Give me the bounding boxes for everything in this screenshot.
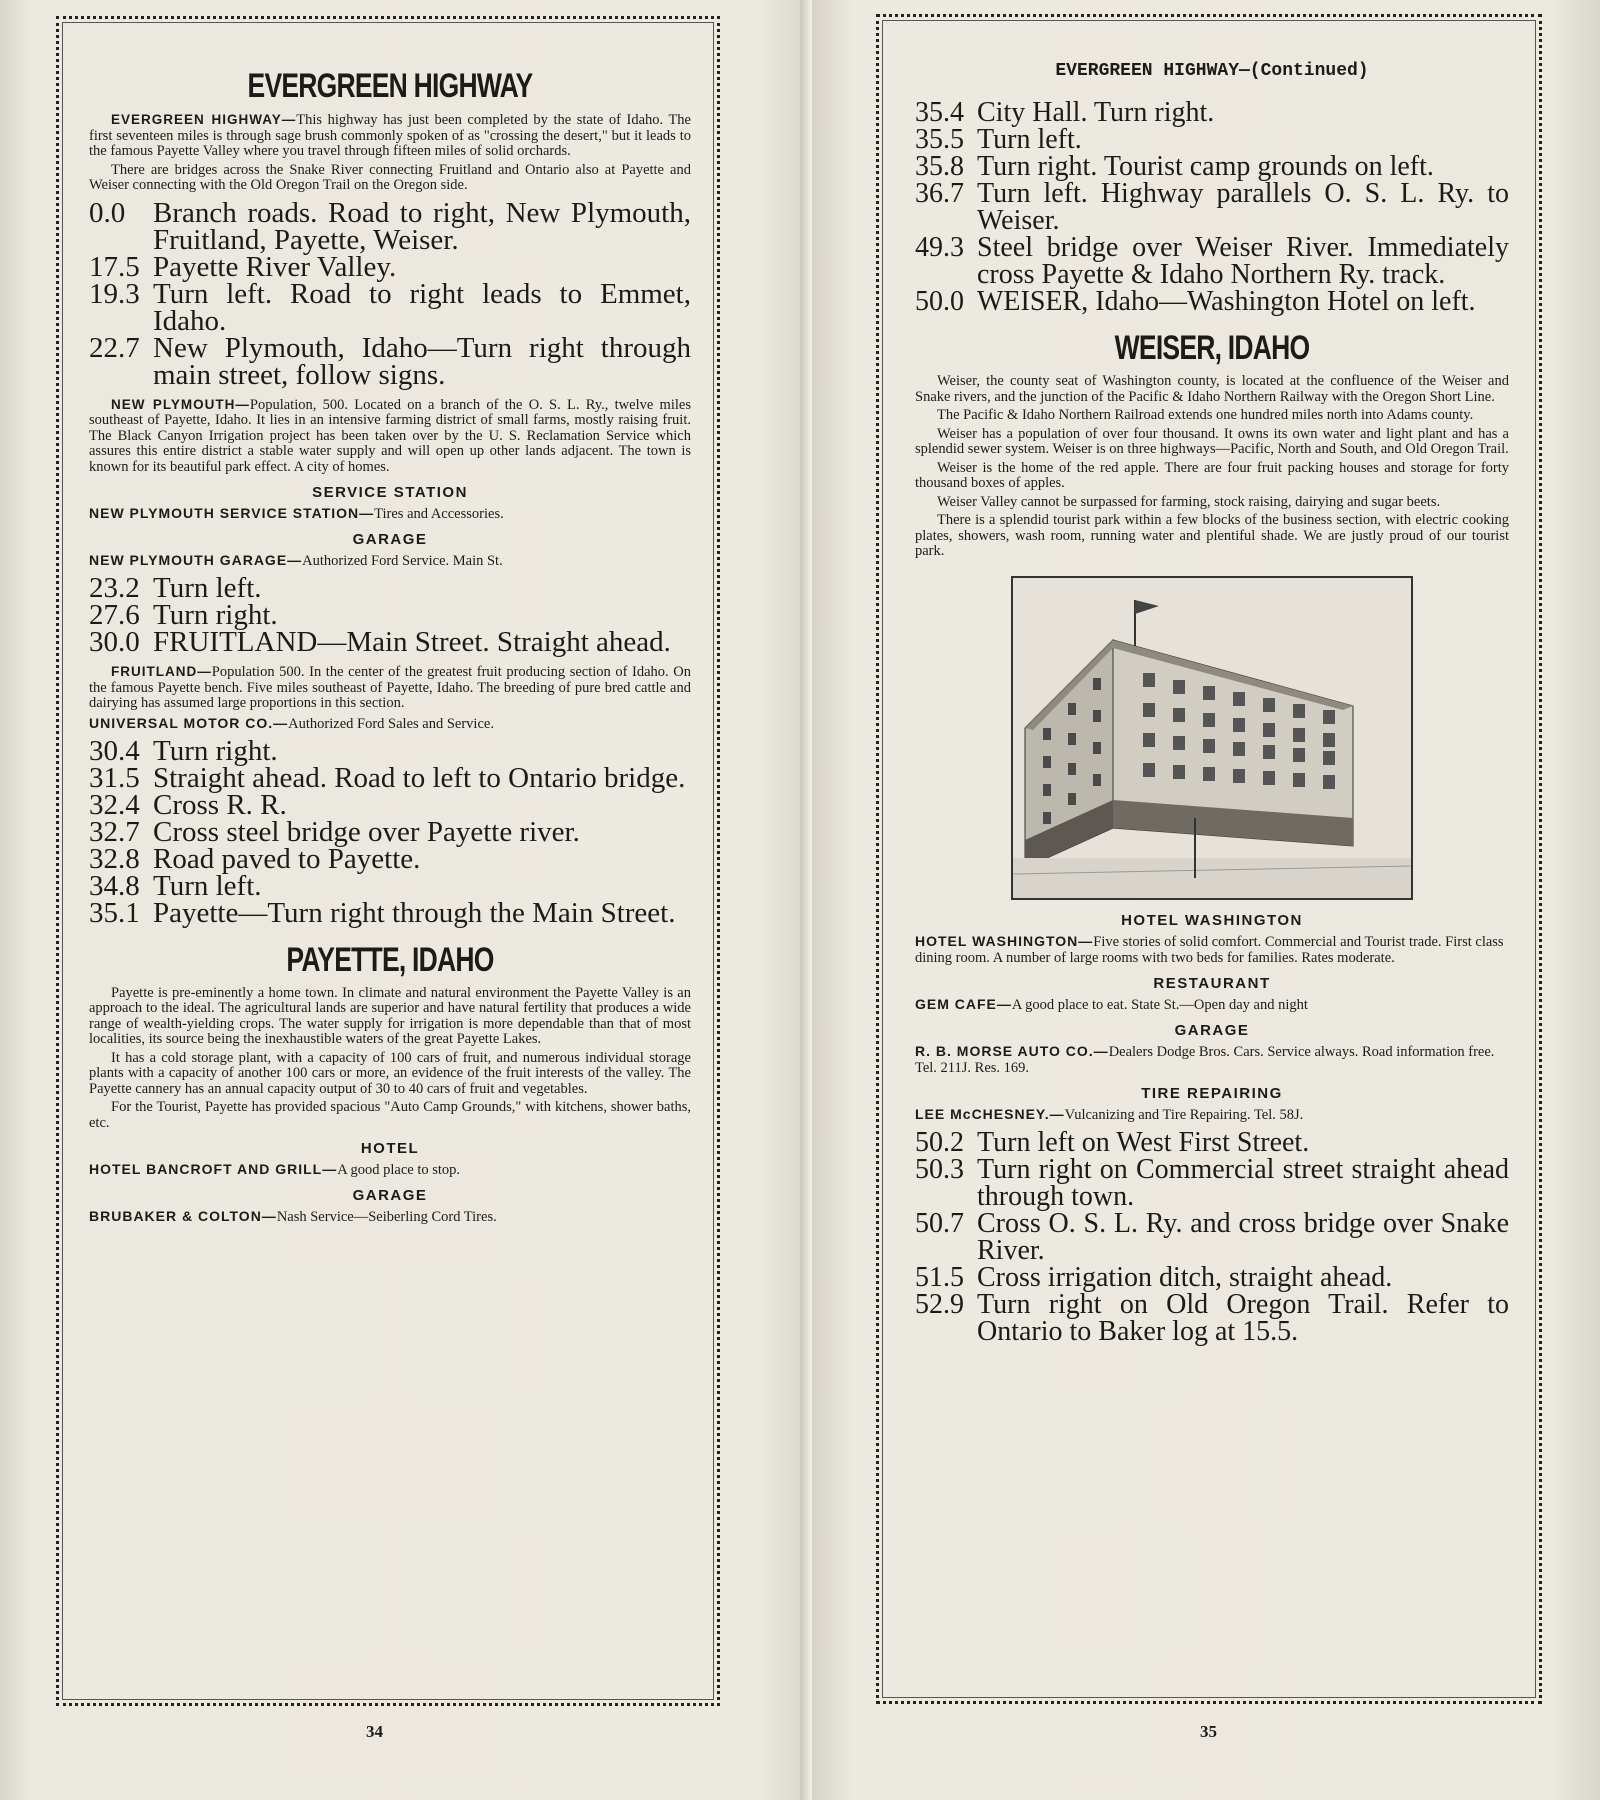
business-listing: UNIVERSAL MOTOR CO.—Authorized Ford Sales and Service. [89,714,494,732]
intro-paragraph: EVERGREEN HIGHWAY—This highway has just been completed by the state of Idaho. The first seventeen miles is through sage brush commonly spoken of as "crossing the desert," but it leads to the famous Payette Valley where you travel through fifteen miles of solid orchards. [89,112,691,159]
log-entry: 34.8 Turn left. [89,869,262,902]
city-paragraph: Weiser Valley cannot be surpassed for farming, stock raising, dairying and sugar beets. [937,493,1441,510]
city-paragraph: The Pacific & Idaho Northern Railroad extends one hundred miles north into Adams county. [937,407,1474,423]
log-entry: 36.7 Turn left. Highway parallels O. S. L. Ry. to Weiser. [915,178,1509,236]
log-entry: 35.1 Payette—Turn right through the Main Street. [89,896,676,929]
log-entry: 32.7 Cross steel bridge over Payette river. [89,815,580,848]
route-log [89,196,691,391]
business-listing: BRUBAKER & COLTON—Nash Service—Seiberling Cord Tires. [89,1208,497,1225]
log-entry: 50.3 Turn right on Commercial street straight ahead through town. [915,1153,1509,1212]
right-page-border [876,14,1542,1704]
business-listing: NEW PLYMOUTH SERVICE STATION—Tires and Accessories. [89,505,504,522]
business-listing: GEM CAFE—A good place to eat. State St.—Open day and night [915,995,1308,1013]
city-paragraph: Weiser is the home of the red apple. There are four fruit packing houses and storage for forty thousand boxes of apples. [915,459,1509,491]
log-entry: 35.5 Turn left. [915,124,1082,155]
log-entry: 35.8 Turn right. Tourist camp grounds on left. [915,151,1434,182]
log-entry: 32.4 Cross R. R. [89,788,287,821]
business-listing: HOTEL BANCROFT AND GRILL—A good place to stop. [89,1161,461,1178]
town-description: FRUITLAND—Population 500. In the center of the greatest fruit producing section of Idaho. On the famous Payette bench. Five miles southeast of Payette, Idaho. The breeding of pure bred cattle and dairying has assumed large proportions in this section. [89,664,691,711]
right-page-content [915,53,1509,1353]
section-heading: TIRE REPAIRING [1141,1084,1283,1102]
city-paragraph: For the Tourist, Payette has provided spacious "Auto Camp Grounds," with kitchens, shower baths, etc. [89,1099,691,1131]
city-paragraph: It has a cold storage plant, with a capacity of 100 cars of fruit, and numerous individual storage plants with a capacity of another 100 cars or more, an evidence of the fruit interests of the valley. The Payette cannery has an annual capacity output of 30 to 40 cars of fruit and vegetables. [89,1049,691,1097]
business-listing: R. B. MORSE AUTO CO.—Dealers Dodge Bros. Cars. Service always. Road information free. Tel. 211J. Res. 169. [915,1042,1495,1076]
log-entry: 22.7 New Plymouth, Idaho—Turn right through main street, follow signs. [89,331,691,391]
section-heading: GARAGE [1174,1021,1250,1039]
log-entry: 50.2 Turn left on West First Street. [915,1126,1310,1158]
page-title: EVERGREEN HIGHWAY [247,67,533,105]
city-paragraph: Payette is pre-eminently a home town. In climate and natural environment the Payette Valley is an approach to the ideal. The agricultural lands are superior and have natural fertility that produces a wide range of wealth-yielding crops. The water supply for irrigation is more dependable than that of most localities, its source being the inexhaustible waters of the great Payette Lakes. [89,984,691,1047]
log-entry: 30.4 Turn right. [89,734,278,767]
log-entry: 23.2 Turn left. [89,572,262,604]
route-log [89,572,691,658]
log-entry: 30.0 FRUITLAND—Main Street. Straight ahead. [89,626,671,658]
right-page [812,0,1600,1800]
log-entry: 35.4 City Hall. Turn right. [915,97,1215,128]
log-entry: 31.5 Straight ahead. Road to left to Ontario bridge. [89,761,686,794]
log-entry: 32.8 Road paved to Payette. [89,842,421,875]
city-paragraph: There is a splendid tourist park within a few blocks of the business section, with electric cooking plates, showers, wash room, running water and plentiful shade. We are justly proud of our tourist park. [915,512,1509,559]
city-title: PAYETTE, IDAHO [286,940,494,979]
hotel-photo [1011,576,1413,900]
log-entry: 51.5 Cross irrigation ditch, straight ahead. [915,1261,1393,1293]
log-entry: 49.3 Steel bridge over Weiser River. Immediately cross Payette & Idaho Northern Ry. track. [915,232,1509,290]
city-paragraph: Weiser has a population of over four thousand. It owns its own water and light plant and has a splendid sewer system. Weiser is on three highways—Pacific, North and South, and Old Oregon Trail. [915,425,1509,457]
section-heading: HOTEL [360,1140,420,1157]
page-number: 35 [1200,1722,1217,1741]
business-listing: HOTEL WASHINGTON—Five stories of solid comfort. Commercial and Tourist trade. First class dining room. A number of large rooms with two beds for families. Rates moderate. [915,932,1504,966]
section-heading: GARAGE [352,1187,428,1204]
page-title: EVERGREEN HIGHWAY—(Continued) [1055,61,1369,81]
log-entry: 50.0 WEISER, Idaho—Washington Hotel on left. [915,286,1476,317]
hotel-building-illustration [1013,578,1411,898]
section-heading: SERVICE STATION [312,484,468,501]
log-entry: 17.5 Payette River Valley. [89,250,397,283]
section-heading: GARAGE [352,531,428,548]
log-entry: 0.0 Branch roads. Road to right, New Plymouth, Fruitland, Payette, Weiser. [89,196,691,256]
left-page-border [56,16,720,1706]
page-number: 34 [366,1722,383,1741]
section-heading: RESTAURANT [1153,974,1271,992]
photo-caption: HOTEL WASHINGTON [1121,911,1303,929]
route-log [89,734,691,929]
route-log [915,1126,1509,1347]
business-listing: NEW PLYMOUTH GARAGE—Authorized Ford Service. Main St. [89,552,503,569]
intro-paragraph: There are bridges across the Snake River connecting Fruitland and Ontario also at Payette and Weiser connecting with the Old Oregon Trail on the Oregon side. [89,161,691,193]
log-entry: 50.7 Cross O. S. L. Ry. and cross bridge over Snake River. [915,1207,1509,1266]
log-entry: 27.6 Turn right. [89,599,278,631]
log-entry: 52.9 Turn right on Old Oregon Trail. Refer to Ontario to Baker log at 15.5. [915,1288,1509,1347]
city-title: WEISER, IDAHO [1114,329,1310,367]
town-description: NEW PLYMOUTH—Population, 500. Located on a branch of the O. S. L. Ry., twelve miles southeast of Payette, Idaho. It lies in an intensive farming district of small farms, mostly raising fruit. The Black Canyon Irrigation project has been taken over by the U. S. Reclamation Service which assures this entire district a stable water supply and will open up other lands adjacent. The town is known for its beautiful park effect. A city of homes. [89,396,691,475]
left-page-content [89,53,691,1229]
city-paragraph: Weiser, the county seat of Washington county, is located at the confluence of the Weiser and Snake rivers, and the junction of the Pacific & Idaho Northern Railway with the Oregon Short Line. [915,373,1509,405]
route-log [915,99,1509,315]
business-listing: LEE McCHESNEY.—Vulcanizing and Tire Repairing. Tel. 58J. [915,1105,1304,1123]
log-entry: 19.3 Turn left. Road to right leads to Emmet, Idaho. [89,277,691,337]
